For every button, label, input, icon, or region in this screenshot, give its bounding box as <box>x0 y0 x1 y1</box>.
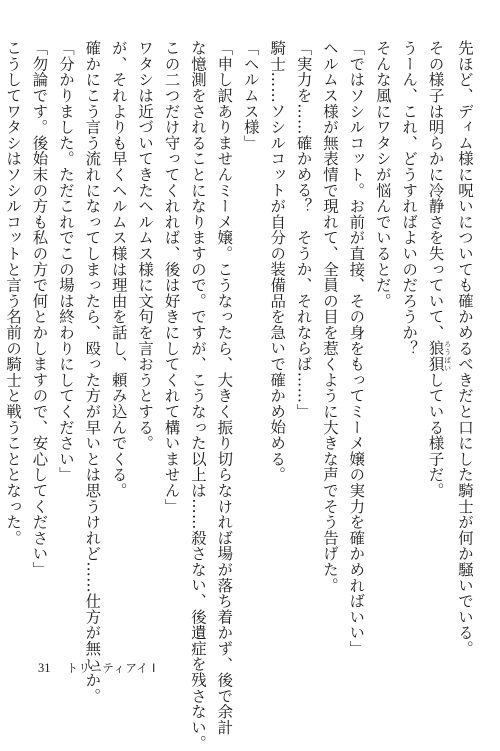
text-line: こうしてワタシはソシルコットと言う名前の騎士と戦うこととなった。 <box>4 40 23 546</box>
text-line: この二つだけ守ってくれれば、後は好きにしてくれて構いません」 <box>162 40 181 514</box>
text-line: な憶測をされることになりますので。ですが、こうなった以上は……殺さない、後遺症を残さない。 <box>188 40 207 751</box>
text-line: その様子は明らかに冷静さを失っていて、狼狽 ろうばいしている様子だ。 <box>426 40 452 499</box>
text-line: 「実力を……確かめる？ そうか、それならば……」 <box>294 40 313 420</box>
page-footer <box>38 660 156 676</box>
text-line: 「ではソシルコット。お前が直接、その身をもってミーメ嬢の実力を確かめればいい」 <box>347 40 366 657</box>
text-line: そんな風にワタシが悩んでいるとだ。 <box>373 40 392 309</box>
furigana: 狼狽 ろうばい <box>426 340 452 372</box>
text-line: 「勿論です。後始末の方も私の方で何とかしますので、安心してください」 <box>30 40 49 578</box>
text-line: うーん、これ、どうすればよいのだろうか？ <box>400 40 419 356</box>
text-line: ワタシは近づいてきたヘルムス様に文句を言おうとする。 <box>136 40 155 451</box>
book-title: トリニティアイ Ⅰ <box>66 663 156 675</box>
text-line: 「申し訳ありませんミーメ嬢。こうなったら、大きく振り切らなければ場が落ち着かず、後で余計 <box>215 40 234 736</box>
text-line: 確かにこう言う流れになってしまったら、殴った方が早いとは思うけれど……仕方が無いか。 <box>83 40 102 704</box>
text-line: 「分かりました。ただこれでこの場は終わりにしてください」 <box>56 40 75 483</box>
text-line: が、それよりも早くヘルムス様は理由を話し、頼み込んでくる。 <box>109 40 128 499</box>
text-line: 「ヘルムス様」 <box>241 40 260 151</box>
text-line: 騎士……ソシルコットが自分の装備品を急いで確かめ始める。 <box>268 40 287 483</box>
text-line: 先ほど、ディム様に呪いについても確かめるべきだと口にした騎士が何か騒いでいる。 <box>456 40 474 657</box>
page-number: 31 <box>38 661 51 675</box>
text-line: ヘルムス様が無表情で現れて、全員の目を惹くように大きな声でそう告げた。 <box>320 40 339 593</box>
